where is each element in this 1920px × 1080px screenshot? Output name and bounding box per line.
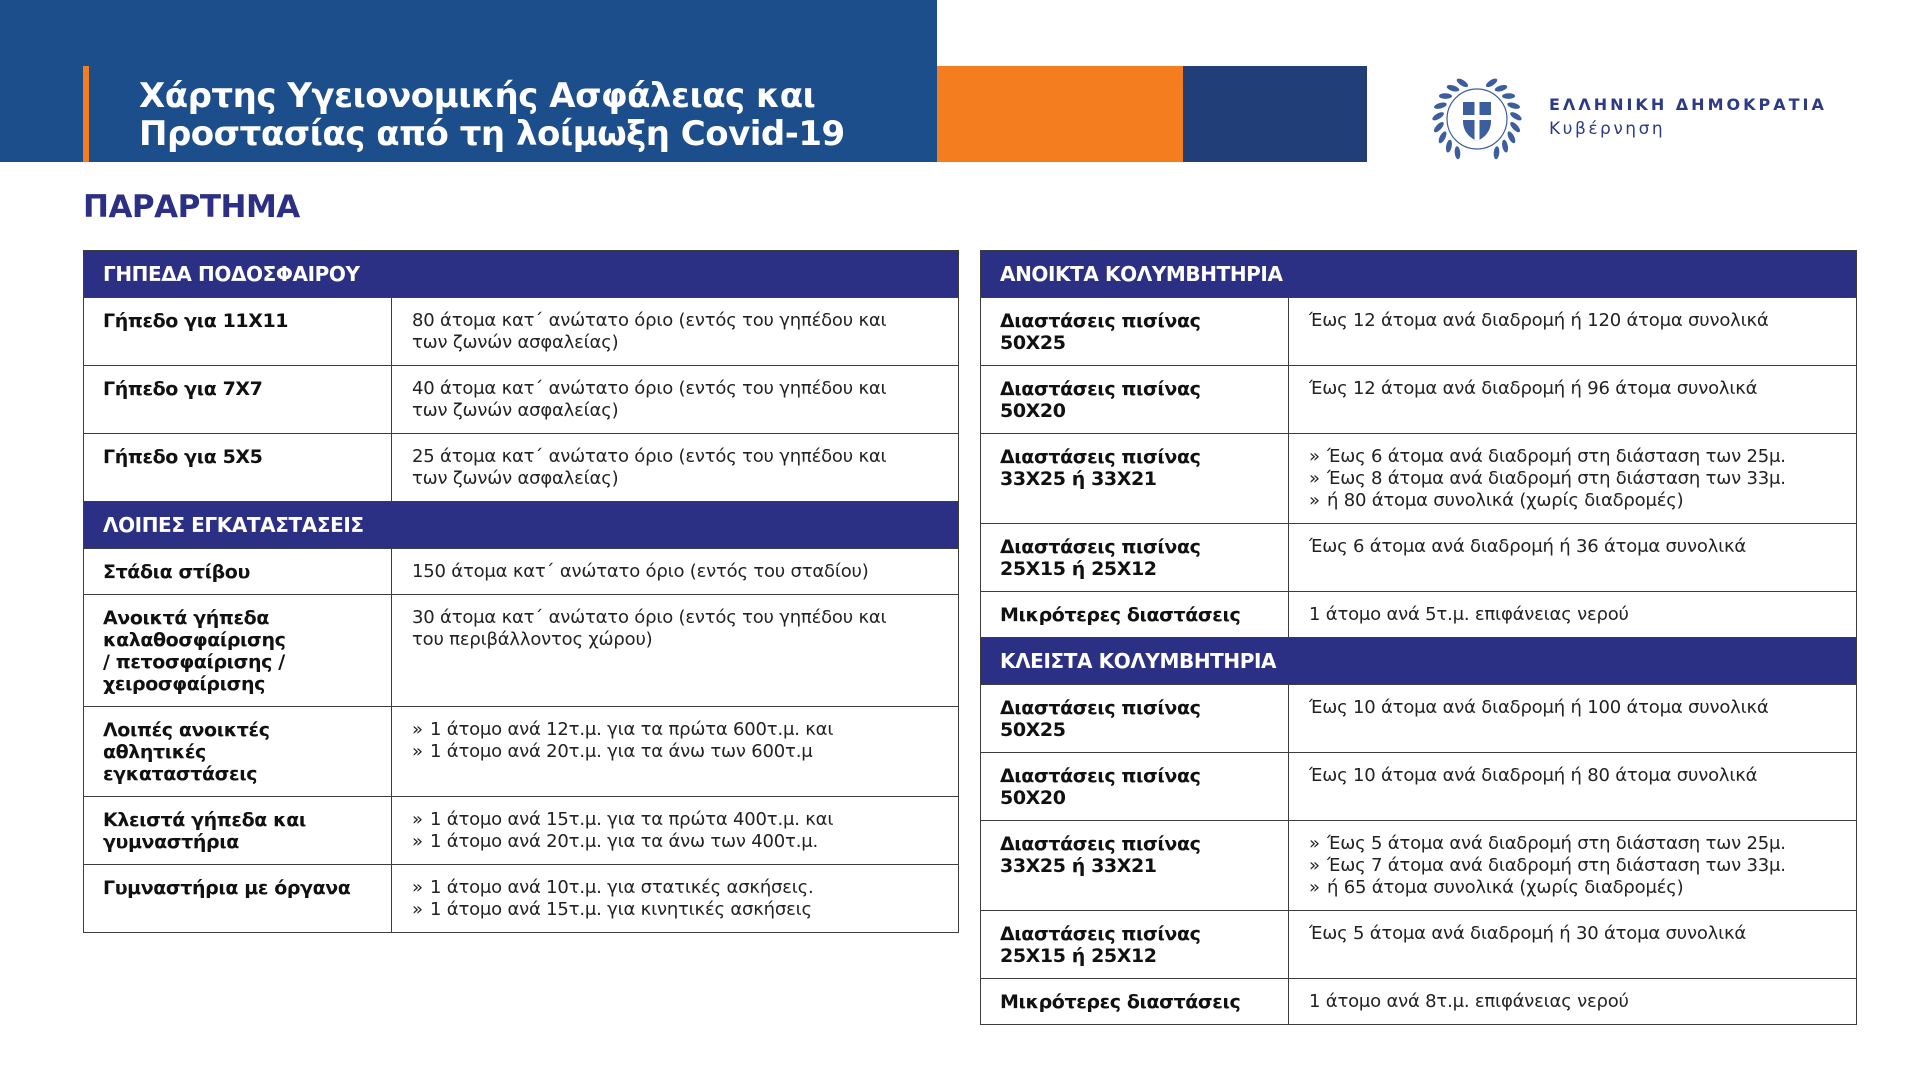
row-label: Γυμναστήρια με όργανα xyxy=(84,865,392,932)
bullet-item xyxy=(412,741,938,763)
row-label: Διαστάσεις πισίνας 50X25 xyxy=(981,685,1289,752)
bullet-item xyxy=(1309,833,1836,855)
row-value: 40 άτομα κατ΄ ανώτατο όριο (εντός του γηπέδου και των ζωνών ασφαλείας) xyxy=(412,378,887,421)
section-header: ΚΛΕΙΣΤΑ ΚΟΛΥΜΒΗΤΗΡΙΑ xyxy=(981,638,1856,685)
bullet-marker: » xyxy=(1309,490,1320,511)
bullet-item xyxy=(1309,468,1836,490)
bullet-marker: » xyxy=(1309,877,1320,898)
bullet-item xyxy=(412,899,938,921)
table-row xyxy=(84,707,958,797)
bullet-item xyxy=(1309,855,1836,877)
bullet-text: ή 65 άτομα συνολικά (χωρίς διαδρομές) xyxy=(1327,877,1684,898)
bullet-text: Έως 8 άτομα ανά διαδρομή στη διάσταση των 33μ. xyxy=(1327,468,1786,489)
orange-banner-block xyxy=(937,66,1183,162)
row-label: Κλειστά γήπεδα και γυμναστήρια xyxy=(84,797,392,864)
bullet-text: ή 80 άτομα συνολικά (χωρίς διαδρομές) xyxy=(1327,490,1684,511)
table-row xyxy=(84,865,958,933)
table-row xyxy=(84,434,958,502)
row-label: Γήπεδο για 7X7 xyxy=(84,366,392,433)
logo-name: ΕΛΛΗΝΙΚΗ ΔΗΜΟΚΡΑΤΙΑ xyxy=(1549,95,1827,114)
row-value: Έως 10 άτομα ανά διαδρομή ή 80 άτομα συνολικά xyxy=(1309,765,1758,786)
row-value: 1 άτομο ανά 8τ.μ. επιφάνειας νερού xyxy=(1309,991,1629,1012)
row-value xyxy=(1289,434,1856,523)
row-label: Λοιπές ανοικτές αθλητικές εγκαταστάσεις xyxy=(84,707,392,796)
bullet-marker: » xyxy=(412,741,423,762)
bullet-item xyxy=(1309,877,1836,899)
table-row xyxy=(981,685,1856,753)
bullet-text: 1 άτομο ανά 10τ.μ. για στατικές ασκήσεις. xyxy=(430,877,814,898)
bullet-marker: » xyxy=(412,809,423,830)
table-row xyxy=(84,595,958,707)
table-row xyxy=(84,298,958,366)
bullet-item xyxy=(1309,446,1836,468)
page-title-line-2: Προστασίας από τη λοίμωξη Covid-19 xyxy=(139,114,845,154)
table-row xyxy=(981,524,1856,592)
section-header: ΓΗΠΕΔΑ ΠΟΔΟΣΦΑΙΡΟΥ xyxy=(84,251,958,298)
row-label: Ανοικτά γήπεδα καλαθοσφαίρισης / πετοσφαίρισης / χειροσφαίρισης xyxy=(84,595,392,706)
row-label: Γήπεδο για 5X5 xyxy=(84,434,392,501)
table-row xyxy=(981,911,1856,979)
bullet-marker: » xyxy=(412,877,423,898)
bullet-item xyxy=(412,877,938,899)
navy-banner-block xyxy=(1183,66,1367,162)
row-label: Διαστάσεις πισίνας 33X25 ή 33X21 xyxy=(981,821,1289,910)
row-value: Έως 12 άτομα ανά διαδρομή ή 120 άτομα συνολικά xyxy=(1309,310,1769,331)
row-label: Μικρότερες διαστάσεις xyxy=(981,979,1289,1024)
bullet-text: 1 άτομο ανά 15τ.μ. για κινητικές ασκήσεις xyxy=(430,899,812,920)
table-row xyxy=(981,298,1856,366)
row-label: Διαστάσεις πισίνας 50X20 xyxy=(981,753,1289,820)
bullet-marker: » xyxy=(1309,468,1320,489)
row-value: 1 άτομο ανά 5τ.μ. επιφάνειας νερού xyxy=(1309,604,1629,625)
row-value xyxy=(392,865,958,932)
bullet-text: Έως 7 άτομα ανά διαδρομή στη διάσταση των 33μ. xyxy=(1327,855,1786,876)
row-value: Έως 6 άτομα ανά διαδρομή ή 36 άτομα συνολικά xyxy=(1309,536,1747,557)
bullet-marker: » xyxy=(412,719,423,740)
bullet-text: 1 άτομο ανά 15τ.μ. για τα πρώτα 400τ.μ. και xyxy=(430,809,834,830)
bullet-text: 1 άτομο ανά 12τ.μ. για τα πρώτα 600τ.μ. και xyxy=(430,719,834,740)
row-value: Έως 12 άτομα ανά διαδρομή ή 96 άτομα συνολικά xyxy=(1309,378,1758,399)
sports-facilities-table xyxy=(83,250,959,933)
bullet-marker: » xyxy=(1309,833,1320,854)
table-row xyxy=(84,549,958,595)
row-label: Μικρότερες διαστάσεις xyxy=(981,592,1289,637)
bullet-text: 1 άτομο ανά 20τ.μ. για τα άνω των 400τ.μ. xyxy=(430,831,818,852)
logo-subtitle: Κυβέρνηση xyxy=(1549,119,1666,139)
row-value xyxy=(392,707,958,796)
annex-title: ΠΑΡΑΡΤΗΜΑ xyxy=(83,189,300,225)
row-label: Διαστάσεις πισίνας 25X15 ή 25X12 xyxy=(981,911,1289,978)
page-title-line-1: Χάρτης Υγειονομικής Ασφάλειας και xyxy=(139,76,816,116)
table-row xyxy=(981,434,1856,524)
row-label: Διαστάσεις πισίνας 50X20 xyxy=(981,366,1289,433)
row-value xyxy=(1289,821,1856,910)
table-row xyxy=(981,366,1856,434)
row-label: Γήπεδο για 11X11 xyxy=(84,298,392,365)
bullet-item xyxy=(412,831,938,853)
bullet-marker: » xyxy=(1309,855,1320,876)
row-value xyxy=(392,797,958,864)
table-row xyxy=(84,797,958,865)
bullet-marker: » xyxy=(412,831,423,852)
bullet-item xyxy=(412,719,938,741)
page-title xyxy=(139,77,845,153)
bullet-marker: » xyxy=(1309,446,1320,467)
row-label: Στάδια στίβου xyxy=(84,549,392,594)
row-value: 25 άτομα κατ΄ ανώτατο όριο (εντός του γηπέδου και των ζωνών ασφαλείας) xyxy=(412,446,887,489)
coat-of-arms-icon xyxy=(1429,71,1525,167)
row-value: Έως 5 άτομα ανά διαδρομή ή 30 άτομα συνολικά xyxy=(1309,923,1747,944)
row-value: Έως 10 άτομα ανά διαδρομή ή 100 άτομα συνολικά xyxy=(1309,697,1769,718)
section-header: ΑΝΟΙΚΤΑ ΚΟΛΥΜΒΗΤΗΡΙΑ xyxy=(981,251,1856,298)
row-label: Διαστάσεις πισίνας 25X15 ή 25X12 xyxy=(981,524,1289,591)
table-row xyxy=(981,821,1856,911)
bullet-item xyxy=(1309,490,1836,512)
bullet-text: Έως 6 άτομα ανά διαδρομή στη διάσταση των 25μ. xyxy=(1327,446,1786,467)
bullet-text: Έως 5 άτομα ανά διαδρομή στη διάσταση των 25μ. xyxy=(1327,833,1786,854)
table-row xyxy=(981,592,1856,638)
row-label: Διαστάσεις πισίνας 33X25 ή 33X21 xyxy=(981,434,1289,523)
row-value: 30 άτομα κατ΄ ανώτατο όριο (εντός του γηπέδου και του περιβάλλοντος χώρου) xyxy=(412,607,887,650)
table-row xyxy=(981,979,1856,1025)
table-row xyxy=(84,366,958,434)
section-header: ΛΟΙΠΕΣ ΕΓΚΑΤΑΣΤΑΣΕΙΣ xyxy=(84,502,958,549)
swimming-pools-table xyxy=(980,250,1857,1025)
row-value: 150 άτομα κατ΄ ανώτατο όριο (εντός του σταδίου) xyxy=(412,561,869,582)
row-label: Διαστάσεις πισίνας 50X25 xyxy=(981,298,1289,365)
bullet-item xyxy=(412,809,938,831)
bullet-text: 1 άτομο ανά 20τ.μ. για τα άνω των 600τ.μ xyxy=(430,741,813,762)
bullet-marker: » xyxy=(412,899,423,920)
row-value: 80 άτομα κατ΄ ανώτατο όριο (εντός του γηπέδου και των ζωνών ασφαλείας) xyxy=(412,310,887,353)
table-row xyxy=(981,753,1856,821)
title-accent-bar xyxy=(83,66,89,162)
